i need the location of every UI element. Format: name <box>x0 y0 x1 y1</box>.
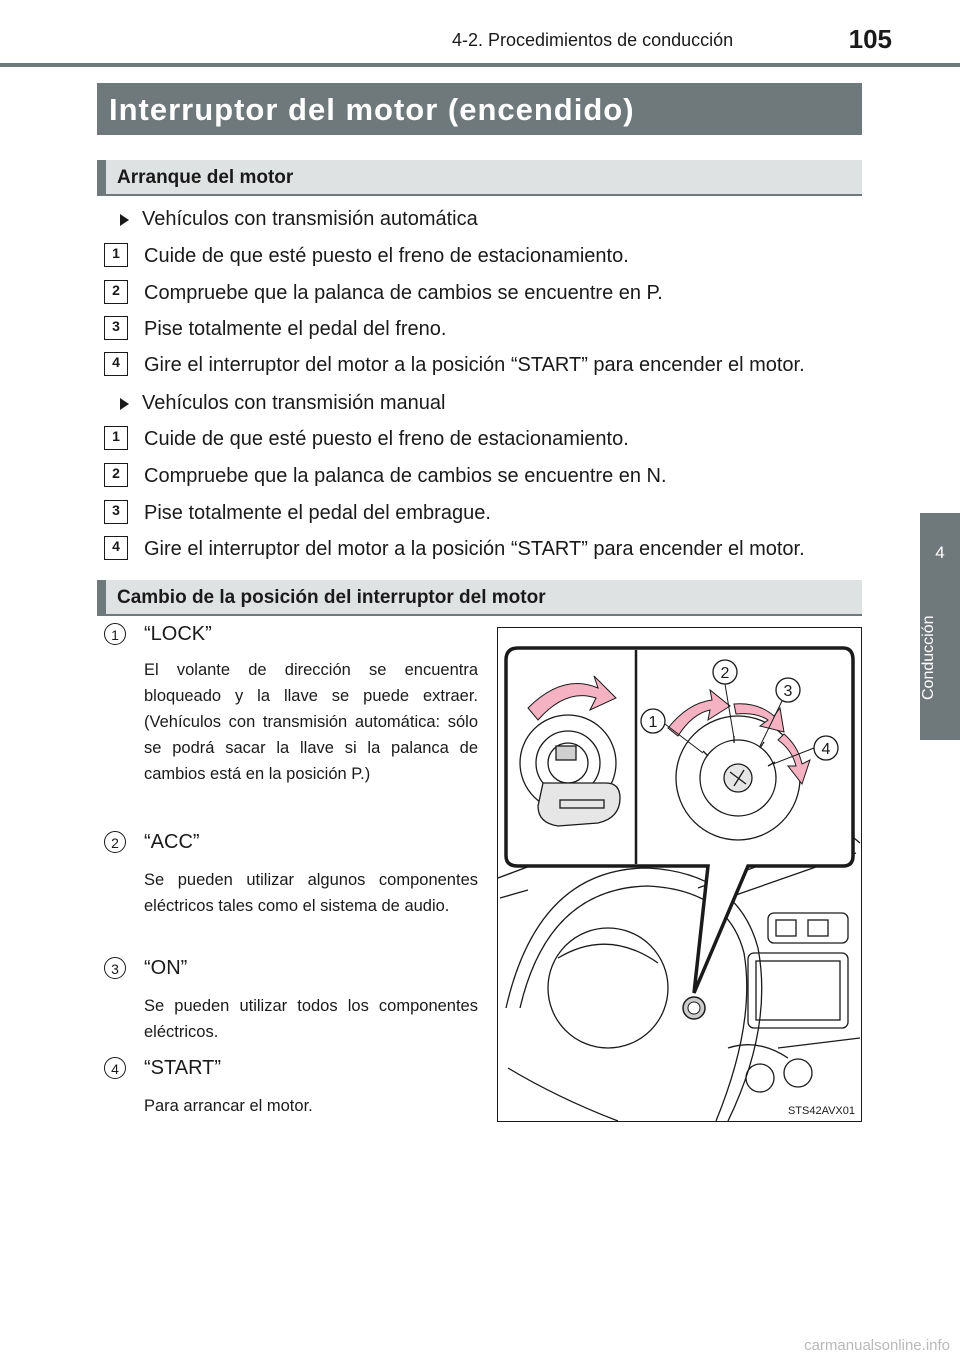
ignition-illustration <box>497 627 862 1122</box>
watermark: carmanualsonline.info <box>804 1337 950 1354</box>
step-number-box: 1 <box>104 426 128 450</box>
bullet-manual: Vehículos con transmisión manual <box>120 392 446 415</box>
header-rule <box>0 63 960 67</box>
position-description: El volante de dirección se encuentra bloqueado y la llave se puede extraer. (Vehículos con transmisión automática: sólo se podrá sacar la llave si la palanca de cambios está en la posición P.) <box>144 661 478 783</box>
page-title-bar <box>97 83 862 135</box>
section-heading-arranque <box>97 160 862 196</box>
position-description: Para arrancar el motor. <box>144 1097 313 1115</box>
step-number-box: 3 <box>104 316 128 340</box>
section-heading-text: Arranque del motor <box>117 167 294 188</box>
position-title: “START” <box>144 1057 222 1079</box>
section-heading-cambio <box>97 580 862 616</box>
step-text: Pise totalmente el pedal del embrague. <box>144 502 491 524</box>
triangle-bullet-icon <box>120 398 129 410</box>
step-text: Cuide de que esté puesto el freno de estacionamiento. <box>144 428 629 450</box>
callout-3: 3 <box>783 683 793 700</box>
step-text: Compruebe que la palanca de cambios se encuentre en N. <box>144 465 667 487</box>
section-heading-text: Cambio de la posición del interruptor del motor <box>117 587 546 608</box>
ignition-drawing <box>498 628 861 1121</box>
chapter-label: Conducción <box>920 615 937 700</box>
step-number-box: 4 <box>104 352 128 376</box>
step-text: Compruebe que la palanca de cambios se encuentre en P. <box>144 282 663 304</box>
page-title: Interruptor del motor (encendido) <box>109 92 635 127</box>
position-number-circle: 1 <box>104 623 126 645</box>
position-title: “ON” <box>144 957 188 979</box>
running-header: 4-2. Procedimientos de conducción <box>452 30 734 50</box>
step-text: Pise totalmente el pedal del freno. <box>144 318 447 340</box>
triangle-bullet-icon <box>120 214 129 226</box>
callout-4: 4 <box>821 741 831 758</box>
step-number-box: 2 <box>104 280 128 304</box>
chapter-label-wrap <box>917 610 939 710</box>
page-number: 105 <box>848 24 892 54</box>
bullet-automatic: Vehículos con transmisión automática <box>120 208 478 231</box>
position-title: “ACC” <box>144 831 200 853</box>
step-number-box: 1 <box>104 243 128 267</box>
chapter-number: 4 <box>935 543 945 562</box>
position-description: Se pueden utilizar todos los componentes eléctricos. <box>144 997 478 1041</box>
callout-1: 1 <box>648 714 658 731</box>
step-text: Gire el interruptor del motor a la posición “START” para encender el motor. <box>144 354 805 376</box>
step-number-box: 3 <box>104 500 128 524</box>
step-number-box: 4 <box>104 536 128 560</box>
position-description: Se pueden utilizar algunos componentes eléctricos tales como el sistema de audio. <box>144 871 478 915</box>
callout-2: 2 <box>720 665 730 682</box>
position-number-circle: 2 <box>104 831 126 853</box>
position-title: “LOCK” <box>144 623 212 645</box>
position-number-circle: 3 <box>104 957 126 979</box>
position-number-circle: 4 <box>104 1057 126 1079</box>
step-text: Gire el interruptor del motor a la posición “START” para encender el motor. <box>144 538 805 560</box>
step-text: Cuide de que esté puesto el freno de estacionamiento. <box>144 245 629 267</box>
figure-code: STS42AVX01 <box>787 1105 855 1117</box>
step-number-box: 2 <box>104 463 128 487</box>
